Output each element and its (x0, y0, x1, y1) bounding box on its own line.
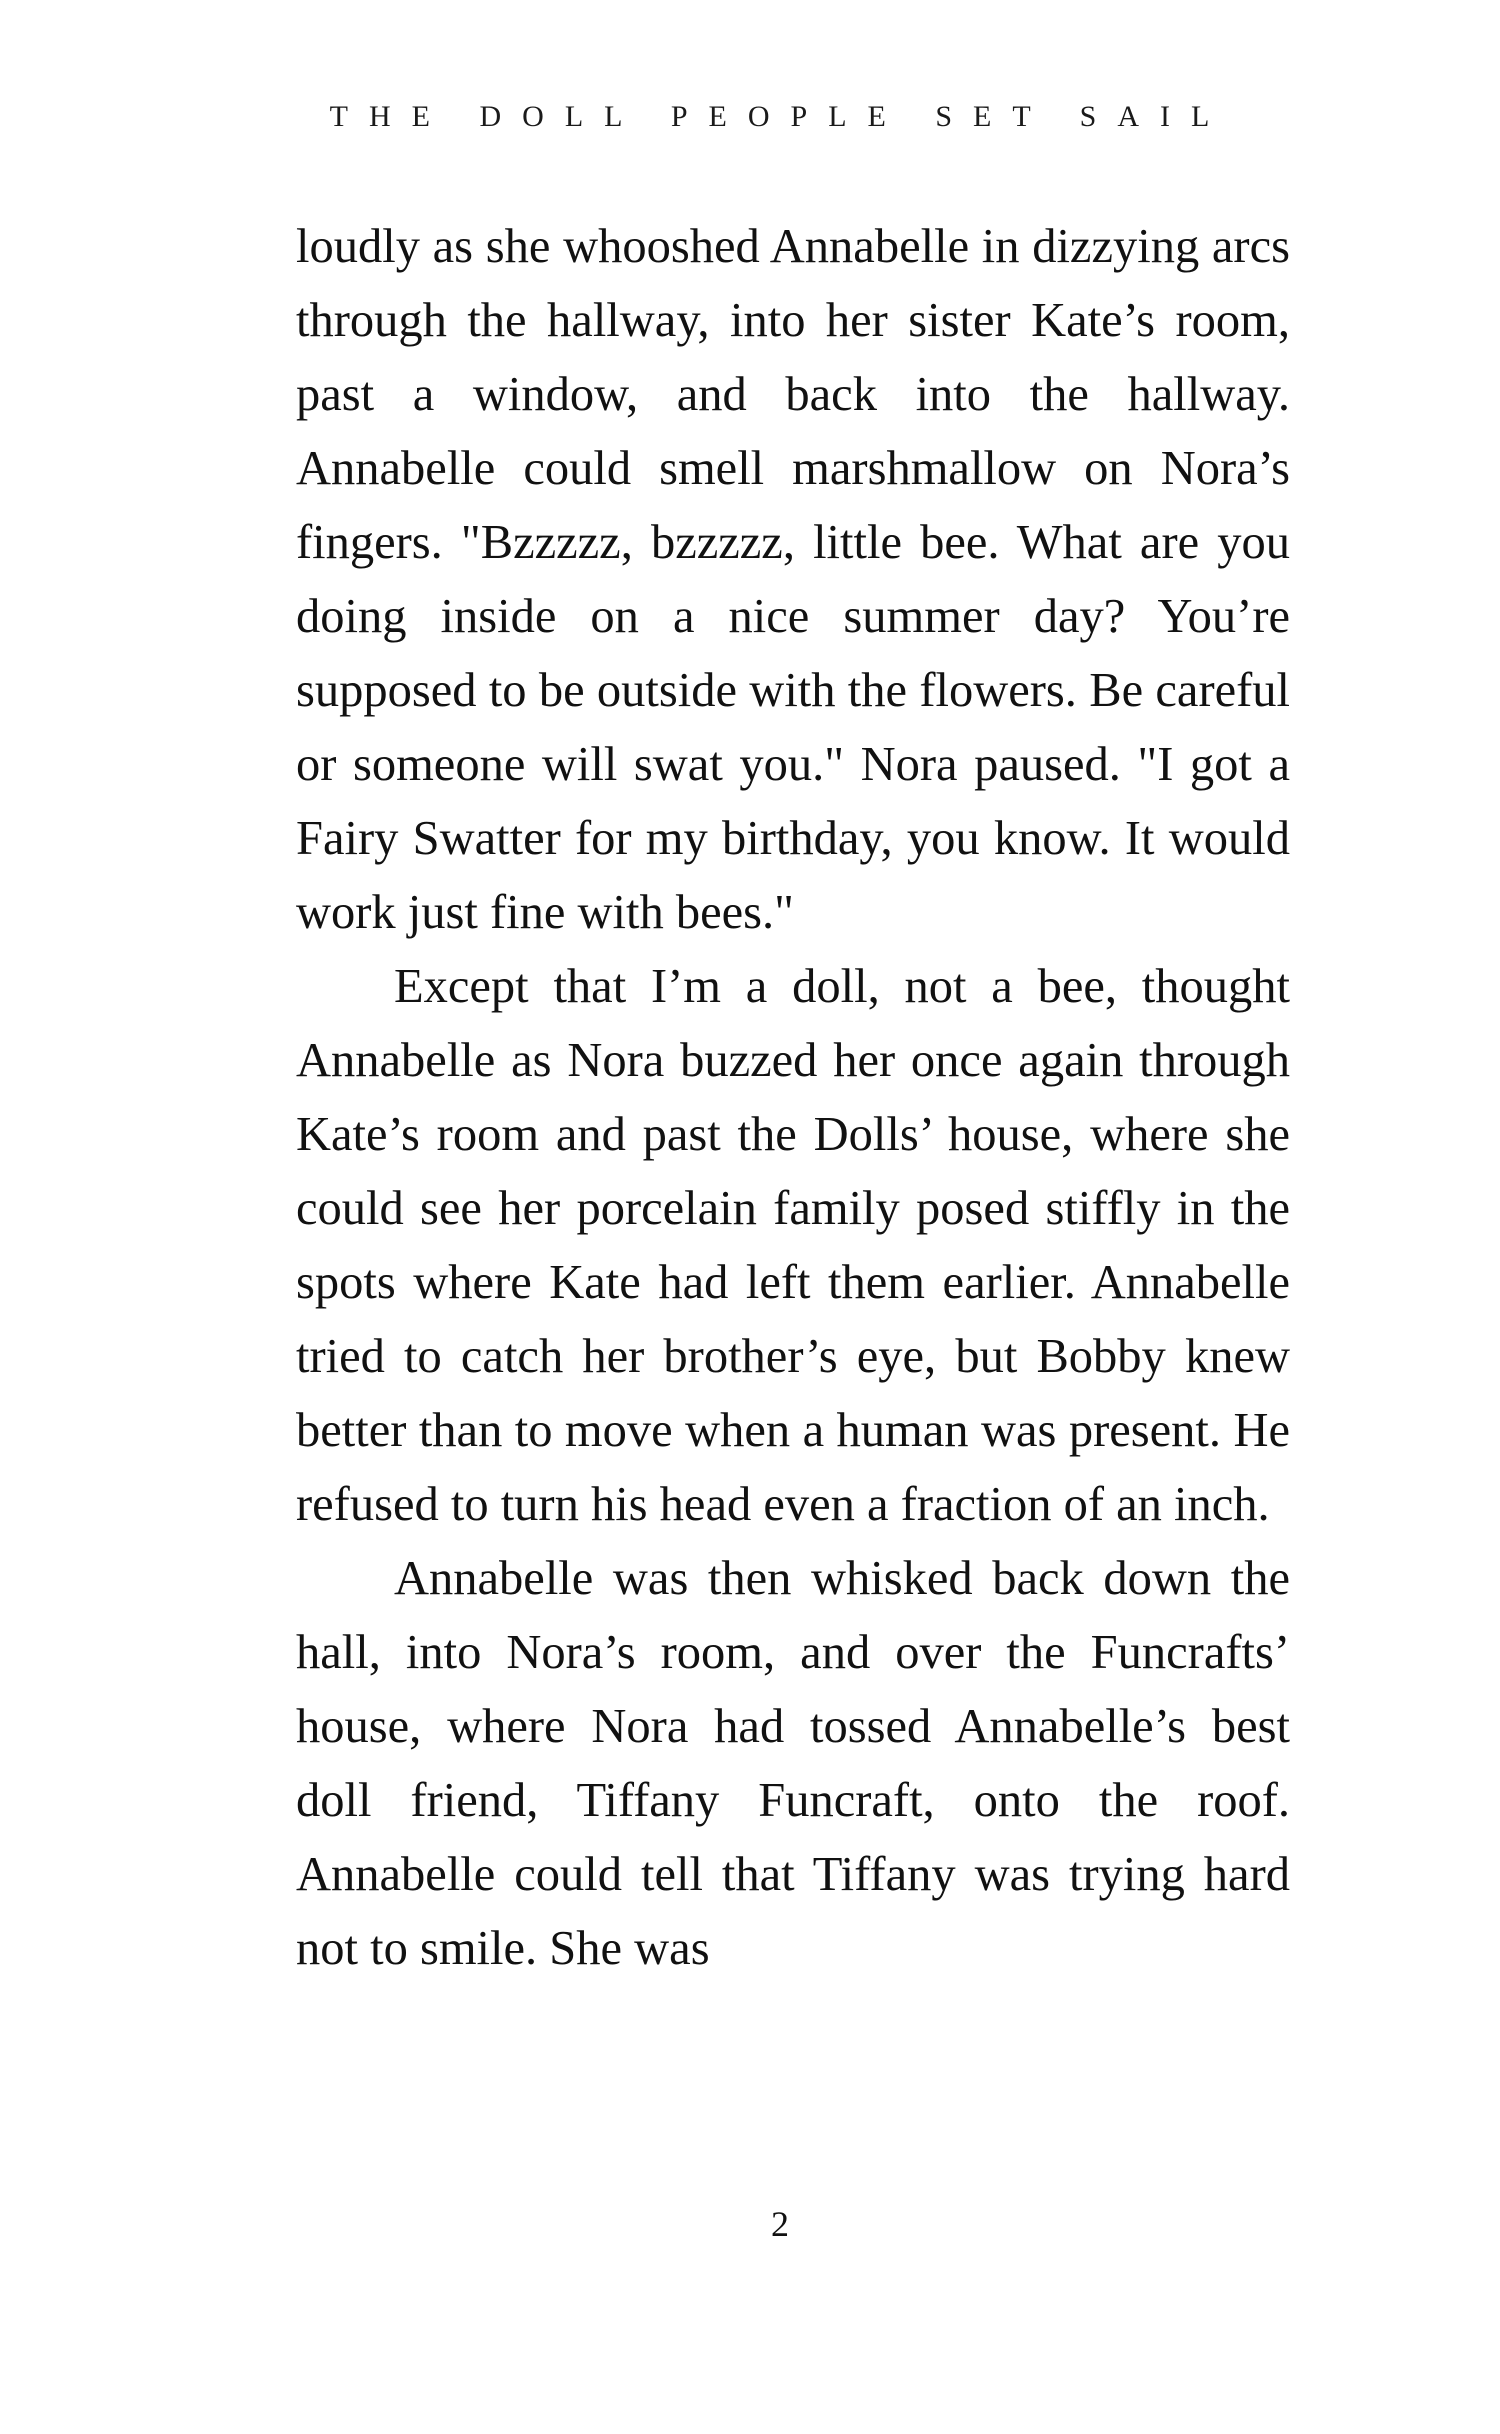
body-text (296, 210, 1290, 1986)
page-number: 2 (771, 2204, 789, 2244)
running-head: THE DOLL PEOPLE SET SAIL (329, 100, 1231, 133)
paragraph-2: Except that I’m a doll, not a bee, thought Annabelle as Nora buzzed her once again through Kate’s room and past the Dolls’ house, where she could see her porcelain family posed stiffly in the spots where Kate had left them earlier. Annabelle tried to catch her brother’s eye, but Bobby knew better than to move when a human was present. He refused to turn his head even a fraction of an inch. (296, 960, 1290, 1531)
paragraph-3: Annabelle was then whisked back down the hall, into Nora’s room, and over the Funcrafts’ house, where Nora had tossed Annabelle’s best doll friend, Tiffany Funcraft, onto the roof. Annabelle could tell that Tiffany was trying hard not to smile. She was (296, 1552, 1290, 1975)
paragraph-1: loudly as she whooshed Annabelle in dizzying arcs through the hallway, into her sister Kate’s room, past a window, and back into the hallway. Annabelle could smell marshmallow on Nora’s fingers. "Bzzzzz, bzzzzz, little bee. What are you doing inside on a nice summer day? You’re supposed to be outside with the flowers. Be careful or someone will swat you." Nora paused. "I got a Fairy Swatter for my birthday, you know. It would work just fine with bees." (296, 220, 1290, 939)
